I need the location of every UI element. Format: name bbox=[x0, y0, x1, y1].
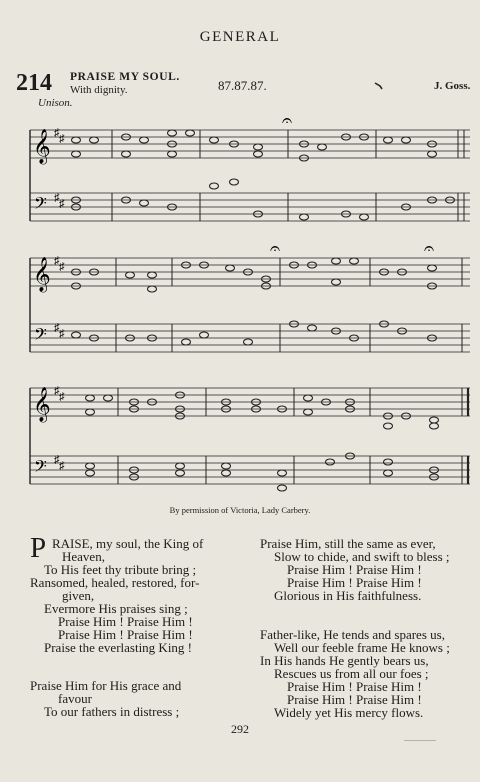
svg-text:♯: ♯ bbox=[54, 192, 60, 204]
verse-line: RAISE, my soul, the King of bbox=[52, 536, 204, 551]
key-signature bbox=[54, 127, 65, 210]
svg-text:♯: ♯ bbox=[54, 454, 60, 466]
tempo-marking: With dignity. bbox=[70, 84, 128, 96]
svg-text:♯: ♯ bbox=[59, 460, 65, 472]
verse-line: Father-like, He tends and spares us, bbox=[260, 627, 445, 642]
verse-line: In His hands He gently bears us, bbox=[260, 653, 429, 668]
svg-text:♯: ♯ bbox=[59, 261, 65, 273]
verse-line: Rescues us from all our foes ; bbox=[274, 666, 429, 681]
svg-text:♯: ♯ bbox=[59, 391, 65, 403]
treble-staff bbox=[30, 258, 470, 286]
page-smudge bbox=[404, 740, 436, 741]
note-heads bbox=[72, 130, 455, 220]
verse-line: Praise Him, still the same as ever, bbox=[260, 536, 436, 551]
verse-line: Praise Him ! Praise Him ! bbox=[287, 575, 422, 590]
verse-line: Evermore His praises sing ; bbox=[44, 601, 188, 616]
verse-line: Widely yet His mercy flows. bbox=[274, 705, 424, 720]
verse-line: given, bbox=[62, 588, 95, 603]
svg-text:♯: ♯ bbox=[59, 328, 65, 340]
drop-cap: P bbox=[30, 532, 47, 564]
hymn-title: PRAISE MY SOUL. bbox=[70, 71, 180, 83]
breath-mark: 𝄐 bbox=[270, 240, 281, 258]
svg-text:♯: ♯ bbox=[54, 255, 60, 267]
bass-clef-icon: 𝄢 bbox=[34, 458, 47, 480]
svg-text:♯: ♯ bbox=[54, 322, 60, 334]
verse-line: favour bbox=[58, 691, 92, 706]
verse-line: Glorious in His faithfulness. bbox=[274, 588, 422, 603]
permission-note: By permission of Victoria, Lady Carbery. bbox=[169, 505, 311, 515]
verse-line: Praise the everlasting King ! bbox=[44, 640, 193, 655]
verse-line: Well our feeble frame He knows ; bbox=[274, 640, 450, 655]
running-head: GENERAL bbox=[199, 29, 281, 45]
page-number: 292 bbox=[231, 722, 249, 736]
verse-line: Praise Him ! Praise Him ! bbox=[287, 692, 422, 707]
key-signature bbox=[54, 385, 65, 472]
verse-line: Slow to chide, and swift to bless ; bbox=[274, 549, 450, 564]
note-heads bbox=[86, 392, 439, 491]
svg-text:♯: ♯ bbox=[59, 133, 65, 145]
note-heads bbox=[72, 258, 437, 345]
svg-text:♯: ♯ bbox=[54, 385, 60, 397]
bass-clef-icon: 𝄢 bbox=[34, 326, 47, 348]
meter: 87.87.87. bbox=[218, 78, 267, 93]
bass-staff bbox=[30, 193, 470, 221]
verse-line: Praise Him ! Praise Him ! bbox=[58, 614, 193, 629]
treble-clef-icon: 𝄞 bbox=[33, 130, 51, 163]
verse-line: To our fathers in distress ; bbox=[44, 704, 180, 719]
treble-staff bbox=[30, 388, 470, 416]
verse-line: Ransomed, healed, restored, for- bbox=[30, 575, 200, 590]
hymn-number: 214 bbox=[16, 70, 52, 96]
treble-clef-icon: 𝄞 bbox=[33, 388, 51, 421]
verse-line: Praise Him ! Praise Him ! bbox=[287, 679, 422, 694]
composer: J. Goss. bbox=[434, 80, 471, 92]
music-system-3 bbox=[0, 374, 480, 496]
bass-clef-icon: 𝄢 bbox=[34, 195, 47, 217]
ink-mark bbox=[374, 82, 384, 90]
bass-staff bbox=[30, 456, 470, 484]
verse-line: Praise Him ! Praise Him ! bbox=[58, 627, 193, 642]
verse-line: To His feet thy tribute bring ; bbox=[44, 562, 197, 577]
treble-staff bbox=[30, 130, 470, 158]
verse-line: Praise Him ! Praise Him ! bbox=[287, 562, 422, 577]
treble-clef-icon: 𝄞 bbox=[33, 258, 51, 291]
breath-mark: 𝄐 bbox=[282, 116, 293, 130]
music-system-2 bbox=[0, 240, 480, 368]
key-signature bbox=[54, 255, 65, 340]
music-system-1 bbox=[0, 116, 480, 236]
verse-line: Heaven, bbox=[62, 549, 105, 564]
svg-text:♯: ♯ bbox=[54, 127, 60, 139]
verse-line: Praise Him for His grace and bbox=[30, 678, 182, 693]
svg-text:♯: ♯ bbox=[59, 198, 65, 210]
fermata-icon: 𝄐 bbox=[424, 240, 435, 258]
unison-instruction: Unison. bbox=[38, 97, 73, 109]
